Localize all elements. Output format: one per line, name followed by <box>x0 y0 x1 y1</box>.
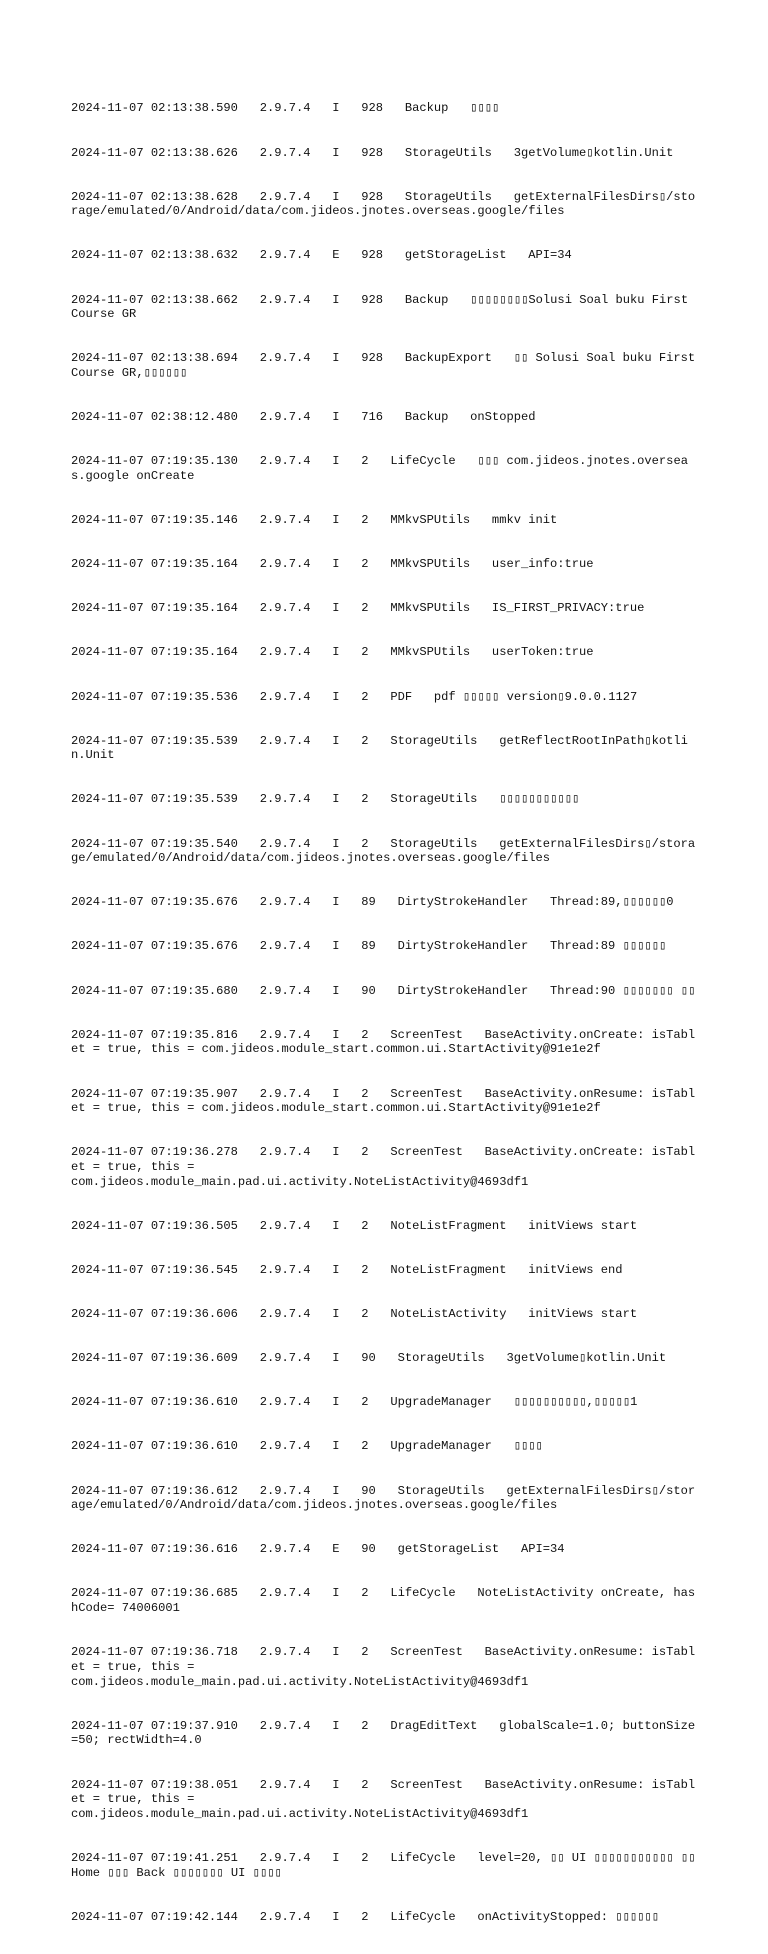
log-line: 2024-11-07 02:13:38.662 2.9.7.4 I 928 Backup ▯▯▯▯▯▯▯▯Solusi Soal buku First Course GR <box>71 292 696 322</box>
log-text <box>71 72 701 1954</box>
log-line: 2024-11-07 07:19:41.251 2.9.7.4 I 2 LifeCycle level=20, ▯▯ UI ▯▯▯▯▯▯▯▯▯▯▯ ▯▯ Home ▯▯▯ Back ▯▯▯▯▯▯▯ UI ▯▯▯▯ <box>71 1851 703 1880</box>
log-line: 2024-11-07 07:19:36.278 2.9.7.4 I 2 ScreenTest BaseActivity.onCreate: isTablet = true, this = com.jideos.module_main.pad.ui.activity.NoteListActivity@4693df1 <box>71 1145 696 1189</box>
log-line: 2024-11-07 07:19:36.610 2.9.7.4 I 2 UpgradeManager ▯▯▯▯▯▯▯▯▯▯,▯▯▯▯▯1 <box>71 1395 638 1410</box>
log-line: 2024-11-07 07:19:36.610 2.9.7.4 I 2 UpgradeManager ▯▯▯▯ <box>71 1439 543 1454</box>
log-line: 2024-11-07 07:19:35.164 2.9.7.4 I 2 MMkvSPUtils user_info:true <box>71 557 594 572</box>
log-line: 2024-11-07 07:19:35.130 2.9.7.4 I 2 LifeCycle ▯▯▯ com.jideos.jnotes.overseas.google onCreate <box>71 454 688 483</box>
log-line: 2024-11-07 07:19:36.609 2.9.7.4 I 90 StorageUtils 3getVolume▯kotlin.Unit <box>71 1351 667 1366</box>
log-line: 2024-11-07 02:13:38.694 2.9.7.4 I 928 BackupExport ▯▯ Solusi Soal buku First Course GR,▯▯▯▯▯▯ <box>71 351 703 381</box>
log-line: 2024-11-07 07:19:35.680 2.9.7.4 I 90 DirtyStrokeHandler Thread:90 ▯▯▯▯▯▯▯ ▯▯ <box>71 983 696 998</box>
log-line: 2024-11-07 02:13:38.632 2.9.7.4 E 928 getStorageList API=34 <box>71 248 572 263</box>
log-line: 2024-11-07 07:19:35.816 2.9.7.4 I 2 ScreenTest BaseActivity.onCreate: isTablet = true, this = com.jideos.module_start.common.ui.StartActivity@91e1e2f <box>71 1027 696 1057</box>
log-line: 2024-11-07 07:19:42.144 2.9.7.4 I 2 LifeCycle onActivityStopped: ▯▯▯▯▯▯ <box>71 1909 659 1924</box>
log-line: 2024-11-07 07:19:36.505 2.9.7.4 I 2 NoteListFragment initViews start <box>71 1218 638 1233</box>
log-line: 2024-11-07 07:19:35.539 2.9.7.4 I 2 StorageUtils getReflectRootInPath▯kotlin.Unit <box>71 733 688 763</box>
log-line: 2024-11-07 07:19:36.685 2.9.7.4 I 2 LifeCycle NoteListActivity onCreate, hashCode= 74006001 <box>71 1586 696 1616</box>
log-line: 2024-11-07 07:19:35.676 2.9.7.4 I 89 DirtyStrokeHandler Thread:89,▯▯▯▯▯▯0 <box>71 895 674 910</box>
log-line: 2024-11-07 02:13:38.626 2.9.7.4 I 928 StorageUtils 3getVolume▯kotlin.Unit <box>71 145 674 160</box>
log-line: 2024-11-07 02:38:12.480 2.9.7.4 I 716 Backup onStopped <box>71 410 536 425</box>
log-line: 2024-11-07 07:19:36.545 2.9.7.4 I 2 NoteListFragment initViews end <box>71 1262 623 1277</box>
log-line: 2024-11-07 07:19:37.910 2.9.7.4 I 2 DragEditText globalScale=1.0; buttonSize=50; rectWidth=4.0 <box>71 1718 696 1748</box>
log-line: 2024-11-07 07:19:35.907 2.9.7.4 I 2 ScreenTest BaseActivity.onResume: isTablet = true, this = com.jideos.module_start.common.ui.StartActivity@91e1e2f <box>71 1086 696 1116</box>
log-line: 2024-11-07 07:19:36.616 2.9.7.4 E 90 getStorageList API=34 <box>71 1542 565 1557</box>
log-line: 2024-11-07 02:13:38.590 2.9.7.4 I 928 Backup ▯▯▯▯ <box>71 101 500 116</box>
log-line: 2024-11-07 07:19:35.164 2.9.7.4 I 2 MMkvSPUtils IS_FIRST_PRIVACY:true <box>71 601 645 616</box>
log-line: 2024-11-07 07:19:38.051 2.9.7.4 I 2 ScreenTest BaseActivity.onResume: isTablet = true, this = com.jideos.module_main.pad.ui.activity.NoteListActivity@4693df1 <box>71 1777 696 1821</box>
log-line: 2024-11-07 07:19:36.718 2.9.7.4 I 2 ScreenTest BaseActivity.onResume: isTablet = true, this = com.jideos.module_main.pad.ui.activity.NoteListActivity@4693df1 <box>71 1645 696 1689</box>
log-line: 2024-11-07 07:19:36.612 2.9.7.4 I 90 StorageUtils getExternalFilesDirs▯/storage/emulated/0/Android/data/com.jideos.jnotes.overseas.google/files <box>71 1483 696 1513</box>
log-line: 2024-11-07 07:19:36.606 2.9.7.4 I 2 NoteListActivity initViews start <box>71 1307 638 1322</box>
log-line: 2024-11-07 07:19:35.540 2.9.7.4 I 2 StorageUtils getExternalFilesDirs▯/storage/emulated/0/Android/data/com.jideos.jnotes.overseas.google/files <box>71 836 696 866</box>
log-line: 2024-11-07 02:13:38.628 2.9.7.4 I 928 StorageUtils getExternalFilesDirs▯/storage/emulated/0/Android/data/com.jideos.jnotes.overseas.google/files <box>71 189 696 219</box>
log-line: 2024-11-07 07:19:35.164 2.9.7.4 I 2 MMkvSPUtils userToken:true <box>71 645 594 660</box>
log-line: 2024-11-07 07:19:35.676 2.9.7.4 I 89 DirtyStrokeHandler Thread:89 ▯▯▯▯▯▯ <box>71 939 667 954</box>
log-line: 2024-11-07 07:19:35.146 2.9.7.4 I 2 MMkvSPUtils mmkv init <box>71 513 558 528</box>
log-line: 2024-11-07 07:19:35.539 2.9.7.4 I 2 StorageUtils ▯▯▯▯▯▯▯▯▯▯▯ <box>71 792 580 807</box>
log-line: 2024-11-07 07:19:35.536 2.9.7.4 I 2 PDF pdf ▯▯▯▯▯ version▯9.0.0.1127 <box>71 689 638 704</box>
